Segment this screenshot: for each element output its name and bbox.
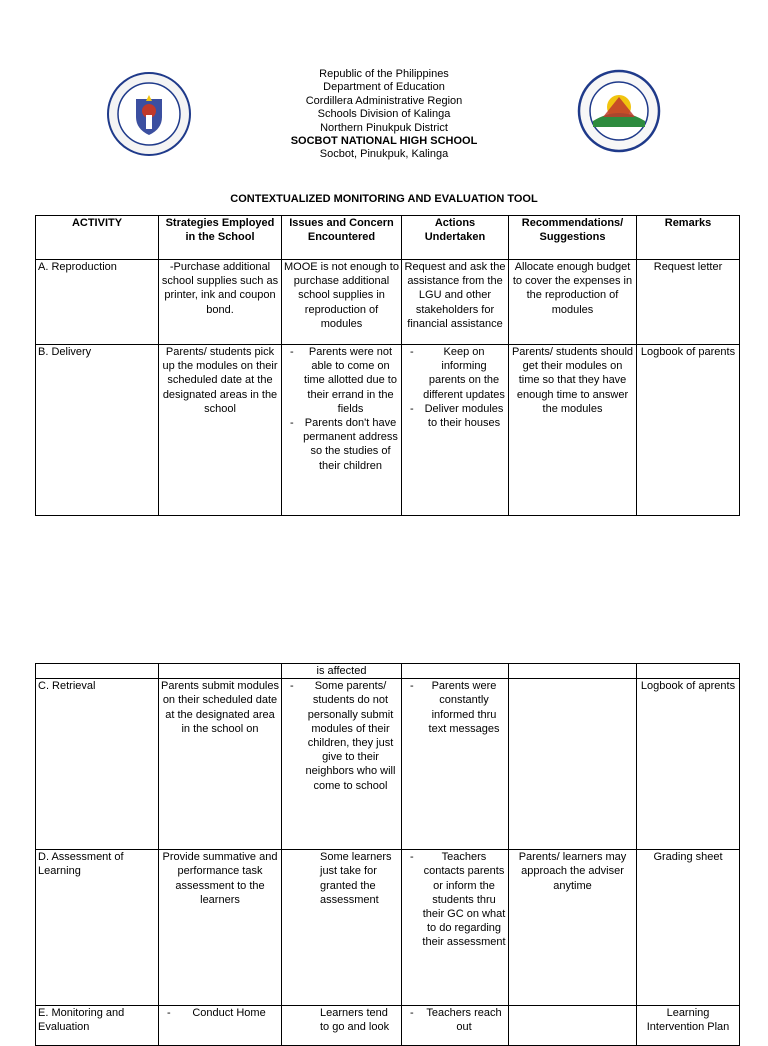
recommendations-cell — [509, 1006, 637, 1046]
strategies-cell: -Purchase additional school supplies such as printer, ink and coupon bond. — [159, 260, 282, 345]
activity-cell: A. Reproduction — [36, 260, 159, 345]
continuation-row — [36, 664, 740, 679]
strategies-cell: Parents/ students pick up the modules on their scheduled date at the designated areas in the school — [159, 345, 282, 516]
issue-item: - Some parents/ students do not personally submit modules of their children, they just give to their neighbors who will come to school — [284, 679, 399, 793]
issues-cell: MOOE is not enough to purchase additional school supplies in reproduction of modules — [282, 260, 402, 345]
header-line: Department of Education — [323, 81, 445, 94]
actions-cell — [402, 850, 509, 1006]
action-item: - Teachers contacts parents or inform the students thru their GC on what to do regarding their assessment — [404, 850, 506, 949]
table-row — [36, 679, 740, 850]
header-line: Northern Pinukpuk District — [320, 121, 448, 134]
empty-cell — [36, 664, 159, 679]
strategies-cell: Parents submit modules on their scheduled date at the designated area in the school on — [159, 679, 282, 850]
strategies-cell: Provide summative and performance task assessment to the learners — [159, 850, 282, 1006]
document-title: CONTEXTUALIZED MONITORING AND EVALUATION TOOL — [230, 193, 538, 205]
column-header: Actions Undertaken — [402, 216, 509, 260]
column-header: Strategies Employed in the School — [159, 216, 282, 260]
monitoring-table-continued — [35, 663, 740, 1046]
remarks-cell: Request letter — [637, 260, 740, 345]
header-line: Cordillera Administrative Region — [305, 94, 463, 107]
empty-cell — [402, 664, 509, 679]
monitoring-table — [35, 215, 740, 516]
column-header: Recommendations/ Suggestions — [509, 216, 637, 260]
school-header — [0, 68, 768, 162]
remarks-cell: Learning Intervention Plan — [637, 1006, 740, 1046]
activity-cell: D. Assessment of Learning — [36, 850, 159, 1006]
action-item: - Keep on informing parents on the different updates — [404, 345, 506, 402]
recommendations-cell: Allocate enough budget to cover the expenses in the reproduction of modules — [509, 260, 637, 345]
header-line: Republic of the Philippines — [319, 68, 449, 80]
actions-cell — [402, 345, 509, 516]
recommendations-cell — [509, 679, 637, 850]
recommendations-cell: Parents/ learners may approach the adviser anytime — [509, 850, 637, 1006]
actions-cell — [402, 1006, 509, 1046]
issues-cell — [282, 345, 402, 516]
empty-cell — [159, 664, 282, 679]
empty-cell — [637, 664, 740, 679]
remarks-cell: Logbook of aprents — [637, 679, 740, 850]
actions-cell — [402, 679, 509, 850]
issues-cell — [282, 679, 402, 850]
table-header-row — [36, 216, 740, 260]
column-header: ACTIVITY — [36, 216, 159, 260]
table-row — [36, 260, 740, 345]
table-row — [36, 850, 740, 1006]
table-row — [36, 1006, 740, 1046]
remarks-cell: Logbook of parents — [637, 345, 740, 516]
activity-cell: C. Retrieval — [36, 679, 159, 850]
table-row — [36, 345, 740, 516]
activity-cell: E. Monitoring and Evaluation — [36, 1006, 159, 1046]
continuation-cell: is affected — [282, 664, 402, 679]
header-line: Schools Division of Kalinga — [317, 108, 451, 121]
issues-cell: Some learners just take for granted the assessment — [282, 850, 402, 1006]
issue-item: - Parents don't have permanent address so the studies of their children — [284, 416, 399, 473]
activity-cell: B. Delivery — [36, 345, 159, 516]
action-item: - Deliver modules to their houses — [404, 402, 506, 430]
strategies-cell — [159, 1006, 282, 1046]
issue-item: - Parents were not able to come on time allotted due to their errand in the fields — [284, 345, 399, 416]
action-item: - Parents were constantly informed thru text messages — [404, 679, 506, 736]
school-address: Socbot, Pinukpuk, Kalinga — [319, 148, 449, 161]
remarks-cell: Grading sheet — [637, 850, 740, 1006]
issues-cell: Learners tend to go and look — [282, 1006, 402, 1046]
actions-cell: Request and ask the assistance from the LGU and other stakeholders for financial assistance — [402, 260, 509, 345]
school-name: SOCBOT NATIONAL HIGH SCHOOL — [290, 135, 478, 148]
empty-cell — [509, 664, 637, 679]
strategy-item: - Conduct Home — [161, 1006, 279, 1020]
recommendations-cell: Parents/ students should get their modules on time so that they have enough time to answer the modules — [509, 345, 637, 516]
column-header: Issues and Concern Encountered — [282, 216, 402, 260]
column-header: Remarks — [637, 216, 740, 260]
action-item: - Teachers reach out — [404, 1006, 506, 1034]
